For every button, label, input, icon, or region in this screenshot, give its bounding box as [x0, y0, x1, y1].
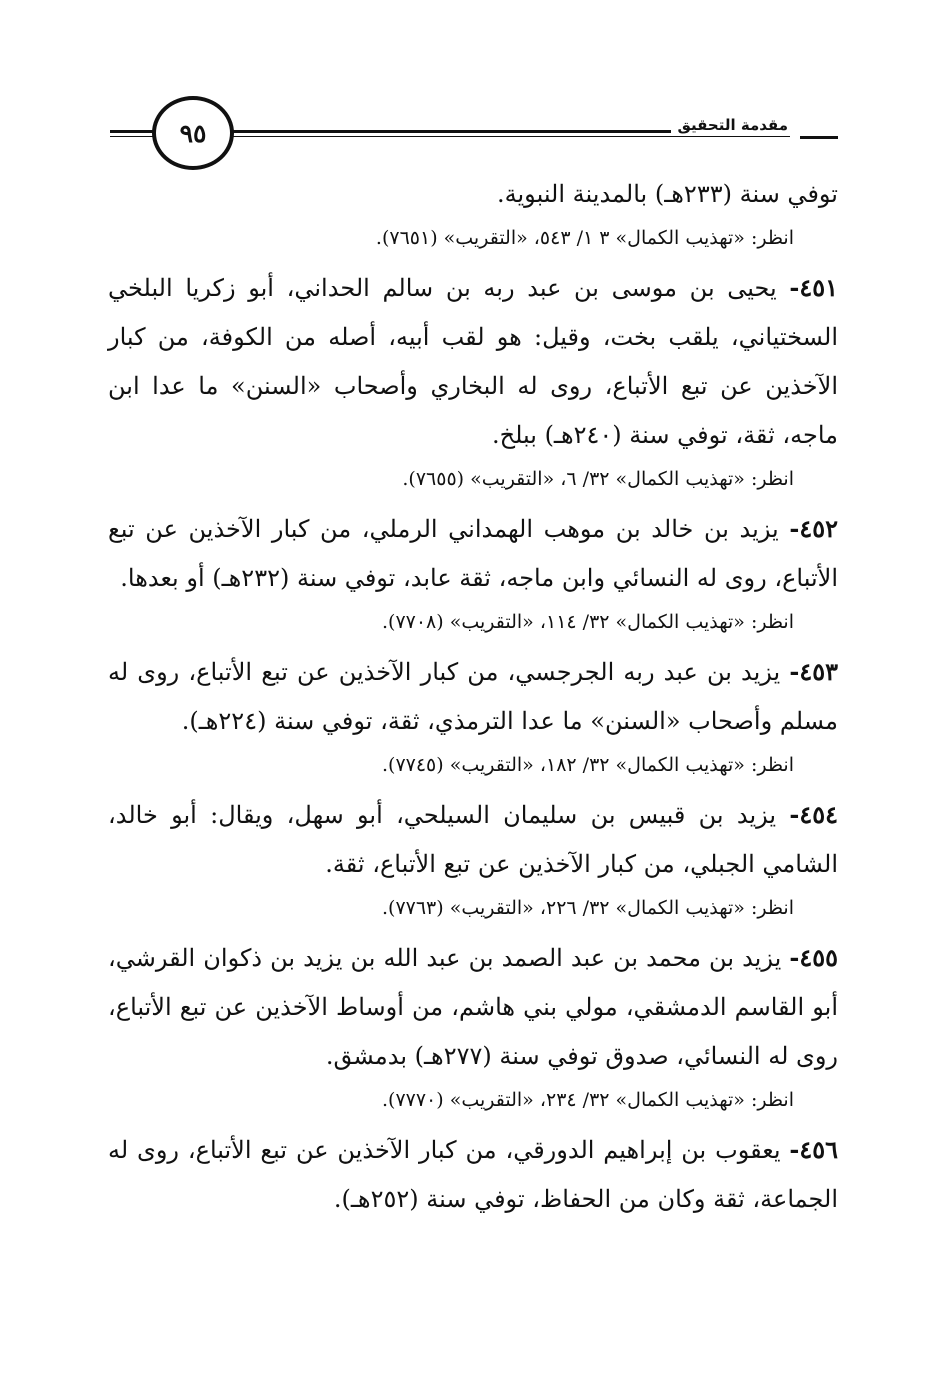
page-number: ٩٥: [152, 96, 234, 170]
entry-text: يحيى بن موسى بن عبد ربه بن سالم الحداني، أبو زكريا البلخي السختياني، يلقب بخت، وقيل: هو لقب أبيه، أصله من الكوفة، من كبار الآخذين عن تبع الأتباع، روى له البخاري وأصحاب «السنن» ما عدا ابن ماجه، ثقة، توفي سنة (٢٤٠هـ) ببلخ.: [108, 274, 838, 449]
entry-number: ٤٥٣-: [789, 657, 838, 686]
entry-reference: انظر: «تهذيب الكمال» ٣٢/ ١١٤، «التقريب» (٧٧٠٨).: [381, 611, 794, 633]
entry-number: ٤٥٦-: [789, 1135, 838, 1164]
entry-text: يزيد بن عبد ربه الجرجسي، من كبار الآخذين عن تبع الأتباع، روى له مسلم وأصحاب «السنن» ما عدا الترمذي، ثقة، توفي سنة (٢٢٤هـ).: [108, 658, 838, 735]
page-body: [108, 170, 838, 1224]
section-title: مقدمة التحقيق: [671, 116, 794, 134]
entry-452: [108, 504, 838, 603]
entry-453: [108, 647, 838, 746]
entry-reference: انظر: «تهذيب الكمال» ٣٢/ ١٨٢، «التقريب» (٧٧٤٥).: [381, 754, 794, 776]
entry-454: [108, 790, 838, 889]
header-rule: [800, 136, 838, 139]
entry-456: [108, 1125, 838, 1224]
entry-number: ٤٥١-: [789, 273, 838, 302]
entry-reference: انظر: «تهذيب الكمال» ٣٢/ ٢٣٤، «التقريب» (٧٧٧٠).: [381, 1089, 794, 1111]
intro-reference: انظر: «تهذيب الكمال» ٣ ١/ ٥٤٣، «التقريب» (٧٦٥١).: [375, 227, 794, 249]
entry-text: يزيد بن قبيس بن سليمان السيلحي، أبو سهل، ويقال: أبو خالد، الشامي الجبلي، من كبار الآخذين عن تبع الأتباع، ثقة.: [108, 801, 838, 878]
entry-number: ٤٥٤-: [789, 800, 838, 829]
entry-455: [108, 933, 838, 1081]
page-header: [110, 86, 838, 176]
intro-text: توفي سنة (٢٣٣هـ) بالمدينة النبوية.: [497, 180, 838, 208]
entry-reference: انظر: «تهذيب الكمال» ٣٢/ ٢٢٦، «التقريب» (٧٧٦٣).: [381, 897, 794, 919]
entry-text: يعقوب بن إبراهيم الدورقي، من كبار الآخذين عن تبع الأتباع، روى له الجماعة، ثقة وكان من الحفاظ، توفي سنة (٢٥٢هـ).: [108, 1136, 838, 1213]
header-rule: [218, 136, 790, 137]
entry-451: [108, 263, 838, 460]
entry-text: يزيد بن محمد بن عبد الصمد بن عبد الله بن يزيد بن ذكوان القرشي، أبو القاسم الدمشقي، مولي بني هاشم، من أوساط الآخذين عن تبع الأتباع، روى له النسائي، صدوق توفي سنة (٢٧٧هـ) بدمشق.: [108, 944, 838, 1070]
entry-text: يزيد بن خالد بن موهب الهمداني الرملي، من كبار الآخذين عن تبع الأتباع، روى له النسائي وابن ماجه، ثقة عابد، توفي سنة (٢٣٢هـ) أو بعدها.: [108, 515, 838, 592]
entry-reference: انظر: «تهذيب الكمال» ٣٢/ ٦، «التقريب» (٧٦٥٥).: [402, 468, 794, 490]
entry-number: ٤٥٢-: [789, 514, 838, 543]
entry-number: ٤٥٥-: [789, 943, 838, 972]
